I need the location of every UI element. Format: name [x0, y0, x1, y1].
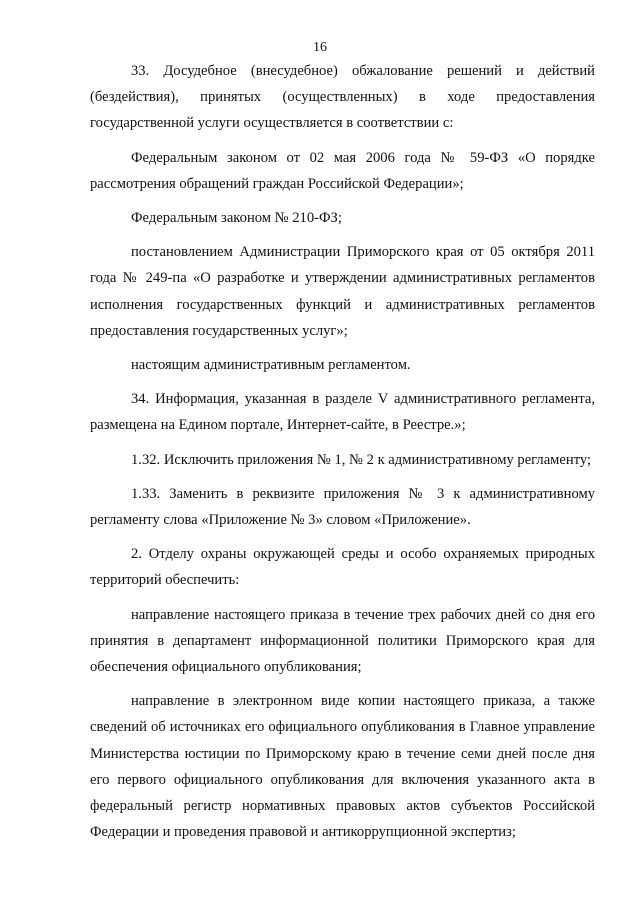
paragraph-34: 34. Информация, указанная в разделе V административного регламента, размещена на Едином портале, Интернет-сайте, в Реестре.»;	[90, 391, 595, 434]
paragraph-minjust: направление в электронном виде копии настоящего приказа, а также сведений об источниках его официального опубликования в Главное управление Министерства юстиции по Приморскому краю в течение семи дней после дня его первого официального опубликования для включения указанного акта в федеральный регистр нормативных правовых актов субъектов Российской Федерации и проведения правовой и антикоррупционной экспертиз;	[90, 693, 595, 841]
page-number: 16	[313, 40, 327, 55]
document-body	[90, 58, 595, 853]
paragraph-publication: направление настоящего приказа в течение трех рабочих дней со дня его принятия в департамент информационной политики Приморского края для обеспечения официального опубликования;	[90, 606, 595, 676]
paragraph-reglament: настоящим административным регламентом.	[131, 357, 411, 374]
paragraph-postanovlenie: постановлением Администрации Приморского края от 05 октября 2011 года № 249-па «О разработке и утверждении административных регламентов исполнения государственных функций и административных регламентов предоставления государственных услуг»;	[90, 244, 595, 339]
paragraph-1-32: 1.32. Исключить приложения № 1, № 2 к административному регламенту;	[131, 451, 592, 468]
paragraph-2: 2. Отделу охраны окружающей среды и особо охраняемых природных территорий обеспечить:	[90, 546, 595, 589]
paragraph-fz-59: Федеральным законом от 02 мая 2006 года № 59-ФЗ «О порядке рассмотрения обращений граждан Российской Федерации»;	[90, 149, 595, 192]
paragraph-33: 33. Досудебное (внесудебное) обжалование решений и действий (бездействия), принятых (осуществленных) в ходе предоставления государственной услуги осуществляется в соответствии с:	[90, 63, 595, 132]
paragraph-1-33: 1.33. Заменить в реквизите приложения № 3 к административному регламенту слова «Приложение № 3» словом «Приложение».	[90, 485, 595, 529]
paragraph-fz-210: Федеральным законом № 210-ФЗ;	[131, 210, 342, 227]
